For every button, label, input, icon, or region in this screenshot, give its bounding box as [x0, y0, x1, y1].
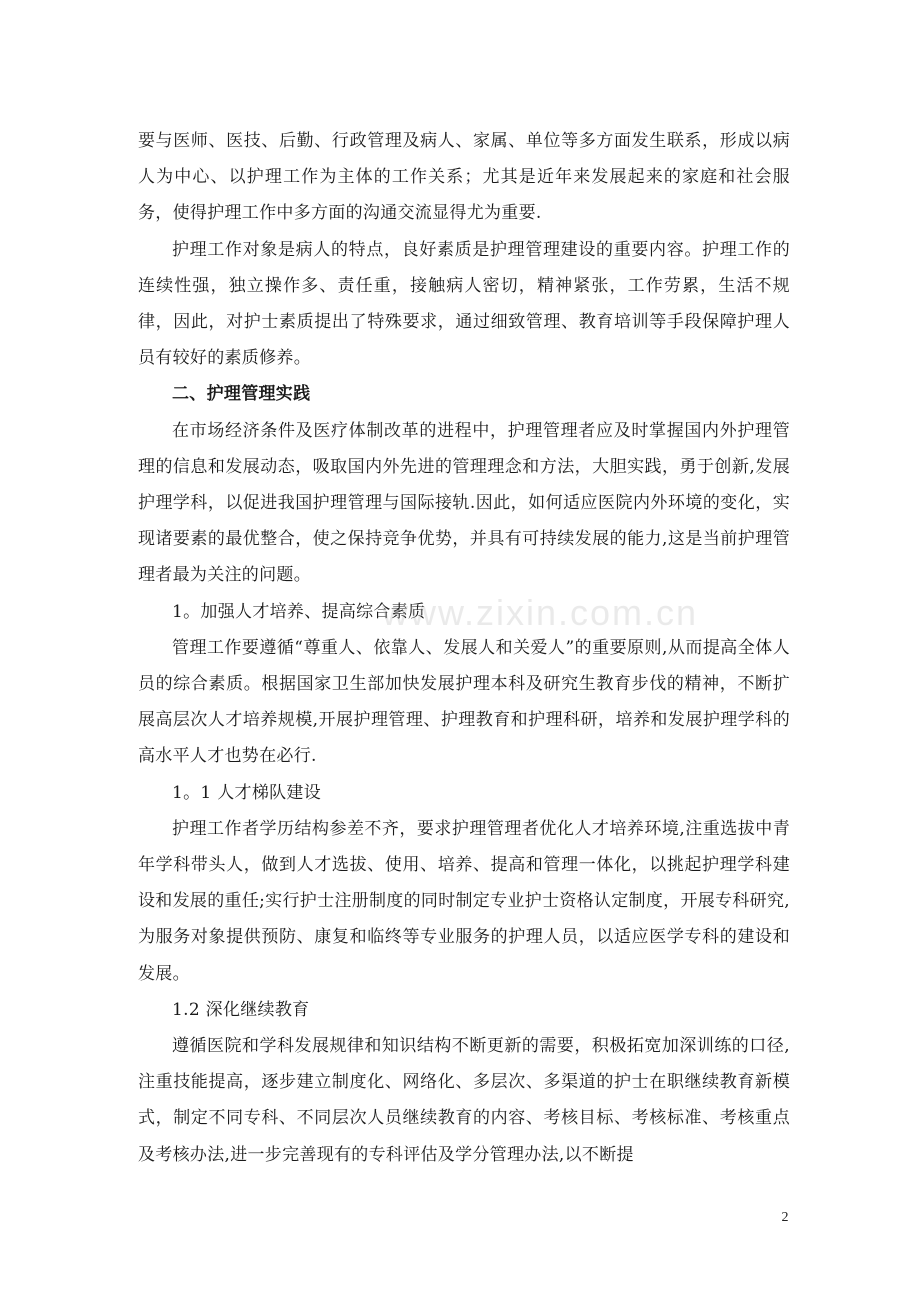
paragraph-talent-training: 管理工作要遵循“尊重人、依靠人、发展人和关爱人”的重要原则,从而提高全体人员的综合素质。根据国家卫生部加快发展护理本科及研究生教育步伐的精神，不断扩展高层次人才培养规模,开展护理管理、护理教育和护理科研，培养和发展护理学科的高水平人才也势在必行.	[138, 637, 790, 767]
paragraph-continuing-education: 遵循医院和学科发展规律和知识结构不断更新的需要，积极拓宽加深训练的口径,注重技能提高，逐步建立制度化、网络化、多层次、多渠道的护士在职继续教育新模式，制定不同专科、不同层次人员继续教育的内容、考核目标、考核标准、考核重点及考核办法,进一步完善现有的专科评估及学分管理办法,以不断提	[138, 1036, 790, 1165]
section-heading-practice: 二、护理管理实践	[172, 384, 311, 405]
paragraph-practice-intro: 在市场经济条件及医疗体制改革的进程中，护理管理者应及时掌握国内外护理管理的信息和发展动态，吸取国内外先进的管理理念和方法，大胆实践，勇于创新,发展护理学科，以促进我国护理管理与国际接轨.因此，如何适应医院内外环境的变化，实现诸要素的最优整合，使之保持竞争优势，并具有可持续发展的能力,这是当前护理管理者最为关注的问题。	[138, 420, 790, 586]
paragraph-talent-echelon: 护理工作者学历结构参差不齐，要求护理管理者优化人才培养环境,注重选拔中青年学科带头人，做到人才选拔、使用、培养、提高和管理一体化，以挑起护理学科建设和发展的重任;实行护士注册制度的同时制定专业护士资格认定制度，开展专科研究,为服务对象提供预防、康复和临终等专业服务的护理人员，以适应医学专科的建设和发展。	[138, 818, 790, 984]
paragraph-intro-continuation: 要与医师、医技、后勤、行政管理及病人、家属、单位等多方面发生联系，形成以病人为中心、以护理工作为主体的工作关系；尤其是近年来发展起来的家庭和社会服务，使得护理工作中多方面的沟通交流显得尤为重要.	[138, 131, 790, 224]
watermark-text: www.zixin.com.cn	[382, 592, 699, 633]
page-number: 2	[781, 1210, 789, 1225]
subheading-talent-training: 1。加强人才培养、提高综合素质	[172, 601, 426, 622]
document-body	[138, 123, 790, 1173]
paragraph-nursing-quality: 护理工作对象是病人的特点，良好素质是护理管理建设的重要内容。护理工作的连续性强，独立操作多、责任重，接触病人密切，精神紧张，工作劳累，生活不规律，因此，对护士素质提出了特殊要求，通过细致管理、教育培训等手段保障护理人员有较好的素质修养。	[138, 239, 790, 369]
subheading-talent-echelon: 1。1 人才梯队建设	[172, 782, 322, 803]
subheading-continuing-education: 1.2 深化继续教育	[172, 999, 310, 1020]
